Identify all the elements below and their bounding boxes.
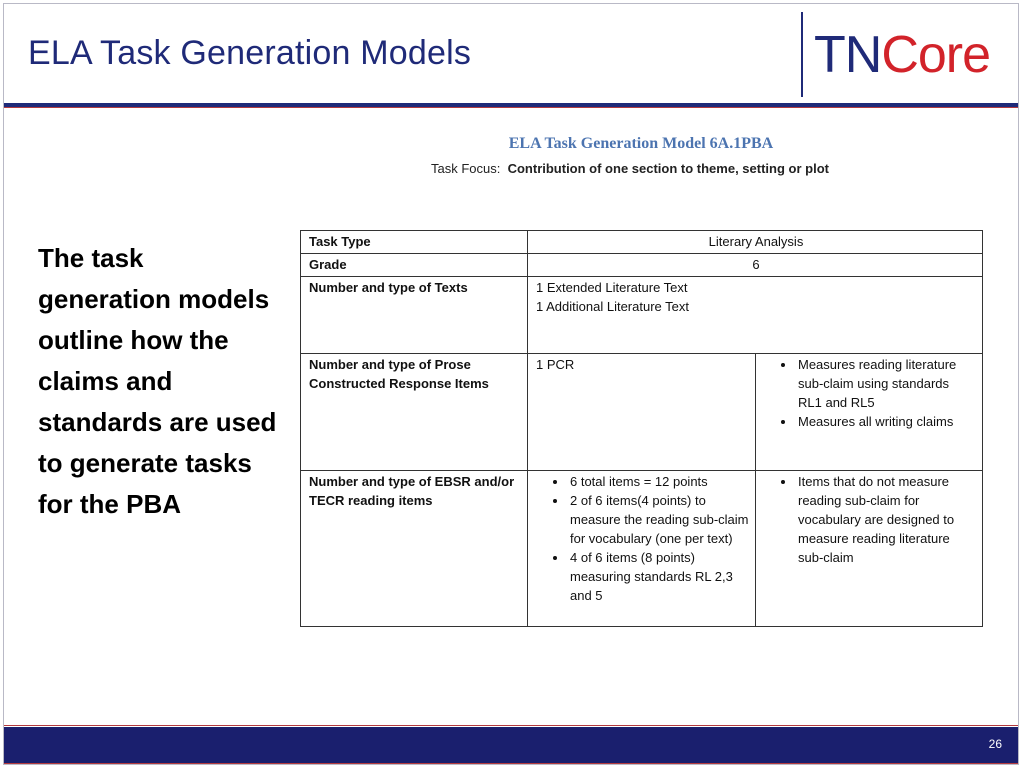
list-item: • 4 of 6 items (8 points) measuring standards RL 2,3 and 5	[568, 548, 749, 605]
row-label-prose: Number and type of Prose Constructed Response Items	[301, 354, 528, 471]
ebsr-notes	[756, 471, 983, 627]
grade-value: 6	[528, 254, 983, 277]
prose-count: 1 PCR	[528, 354, 756, 471]
model-title: ELA Task Generation Model 6A.1PBA	[508, 135, 774, 152]
text-line: 1 Extended Literature Text	[536, 280, 688, 295]
footer-rule	[4, 725, 1018, 726]
prose-notes	[756, 354, 983, 471]
row-label-ebsr: Number and type of EBSR and/or TECR reading items	[301, 471, 528, 627]
slide-title: ELA Task Generation Models	[28, 34, 472, 72]
texts-value	[528, 277, 983, 354]
logo-core: Core	[881, 26, 991, 84]
ebsr-items	[528, 471, 756, 627]
table-row	[301, 471, 983, 627]
footer-rule-accent	[4, 763, 1018, 764]
row-label-task-type: Task Type	[301, 231, 528, 254]
header-rule-accent	[4, 107, 1018, 108]
list-item: • Measures reading literature sub-claim using standards RL1 and RL5	[796, 355, 976, 412]
list-item: • Measures all writing claims	[796, 412, 976, 431]
row-label-grade: Grade	[301, 254, 528, 277]
side-description: The task generation models outline how the claims and standards are used to generate tasks for the PBA	[38, 243, 277, 519]
footer-bar	[4, 727, 1018, 763]
logo-divider	[801, 12, 803, 97]
table-row	[301, 354, 983, 471]
list-item: • 2 of 6 items(4 points) to measure the reading sub-claim for vocabulary (one per text)	[568, 491, 749, 548]
row-label-texts: Number and type of Texts	[301, 277, 528, 354]
page-number: 26	[988, 737, 1002, 751]
task-focus-label: Task Focus:	[431, 161, 501, 176]
task-type-value: Literary Analysis	[528, 231, 983, 254]
table-row	[301, 231, 983, 254]
task-focus-value: Contribution of one section to theme, setting or plot	[507, 161, 829, 176]
task-model-table	[300, 230, 983, 627]
list-item: • 6 total items = 12 points	[568, 472, 749, 491]
table-row	[301, 277, 983, 354]
list-item: • Items that do not measure reading sub-claim for vocabulary are designed to measure reading literature sub-claim	[796, 472, 976, 567]
text-line: 1 Additional Literature Text	[536, 299, 689, 314]
table-row	[301, 254, 983, 277]
logo-tn: TN	[814, 26, 882, 84]
tncore-logo	[814, 24, 990, 86]
task-focus	[431, 161, 829, 176]
